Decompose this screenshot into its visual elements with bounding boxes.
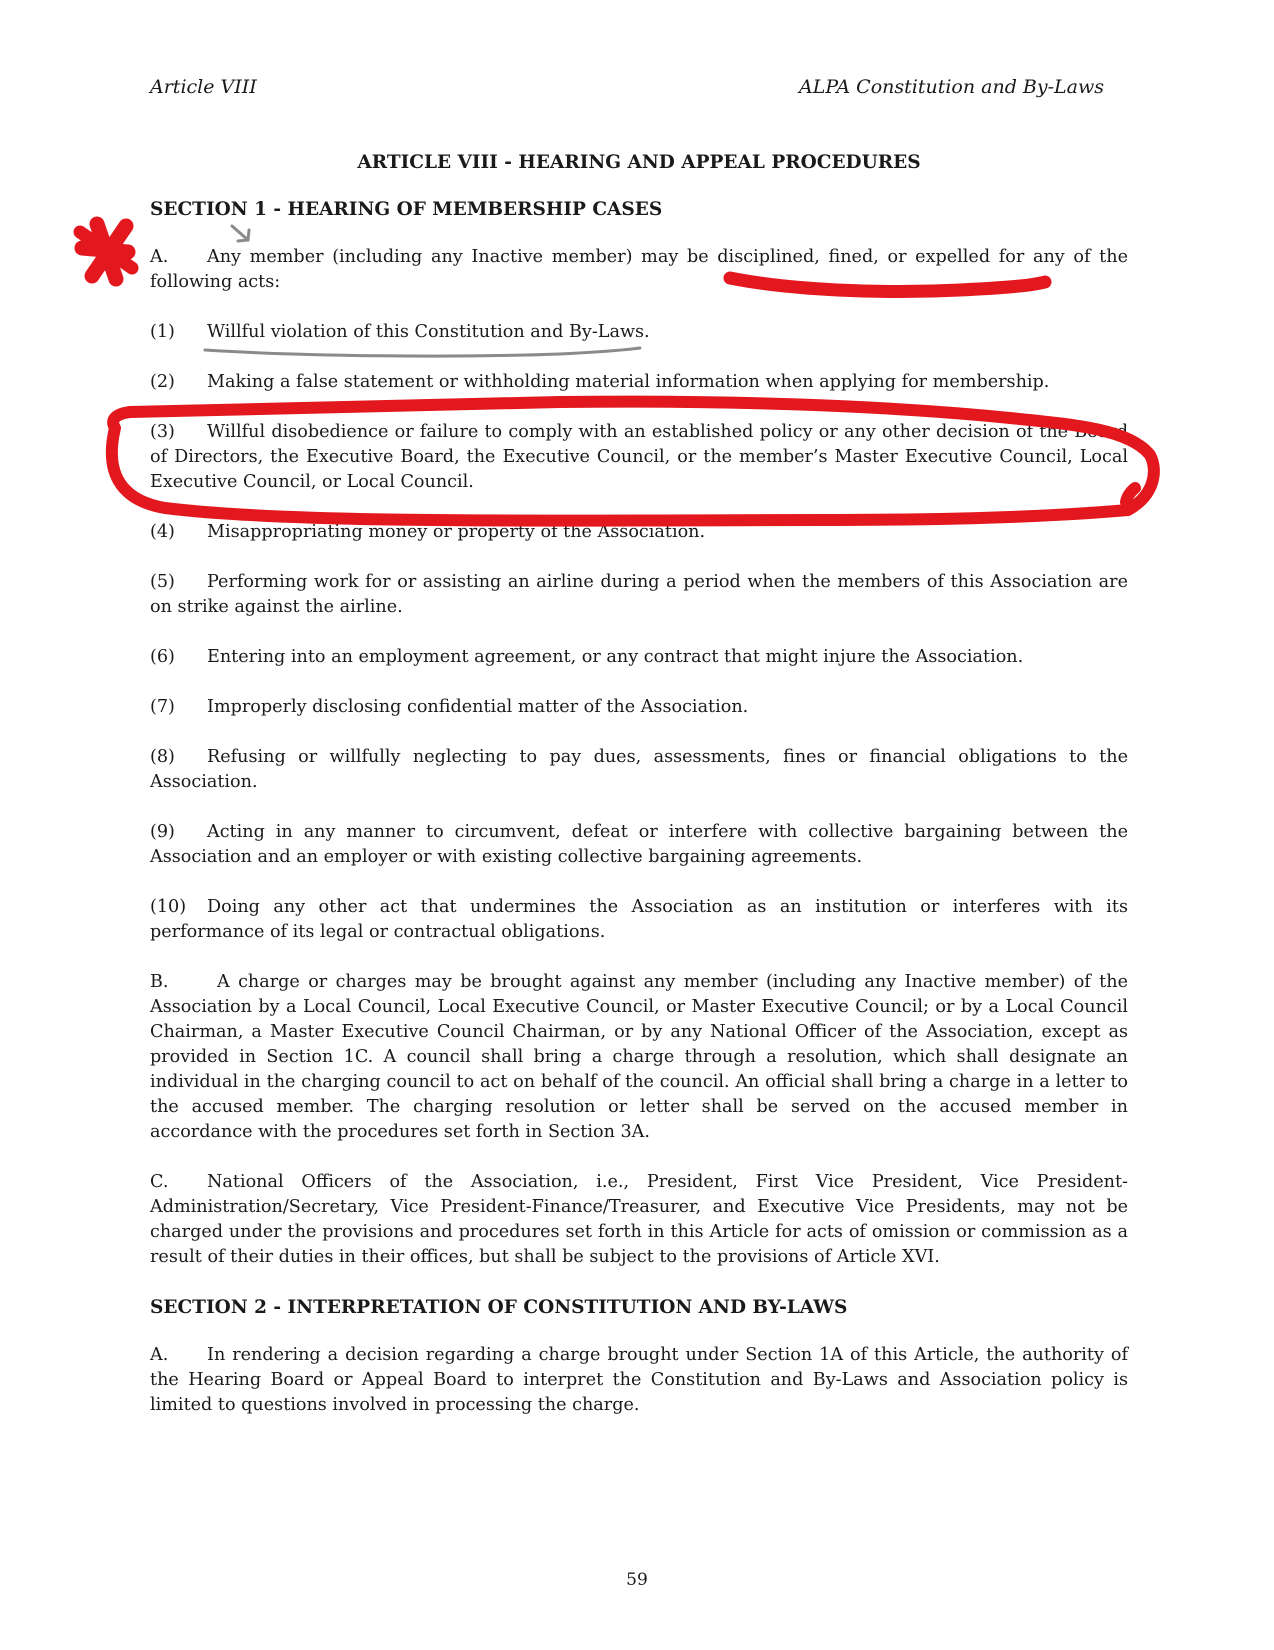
list-item-3 bbox=[150, 420, 1128, 495]
paragraph-label: B. bbox=[150, 972, 169, 992]
red-asterisk-icon bbox=[80, 224, 132, 279]
paragraph-text: In rendering a decision regarding a charge brought under Section 1A of this Article, the authority of the Hearing Board or Appeal Board to interpret the Constitution and By-Laws and Association policy is limited to questions involved in processing the charge. bbox=[150, 1345, 1128, 1415]
paragraph-label: C. bbox=[150, 1172, 169, 1192]
item-text: Improperly disclosing confidential matter of the Association. bbox=[207, 697, 749, 717]
item-text: Misappropriating money or property of the Association. bbox=[207, 522, 706, 542]
paragraph-1b bbox=[150, 970, 1128, 1145]
list-item-6 bbox=[150, 645, 1128, 670]
asterisk-stroke bbox=[97, 224, 116, 279]
item-text: Performing work for or assisting an airline during a period when the members of this Association are on strike against the airline. bbox=[150, 572, 1128, 617]
item-number: (9) bbox=[150, 822, 175, 842]
item-number: (7) bbox=[150, 697, 175, 717]
paragraph-1c bbox=[150, 1170, 1128, 1270]
paragraph-text: Any member (including any Inactive member) may be disciplined, fined, or expelled for any of the following acts: bbox=[150, 247, 1128, 292]
list-item-7 bbox=[150, 695, 1128, 720]
running-header-left: Article VIII bbox=[150, 76, 257, 98]
running-header-right: ALPA Constitution and By-Laws bbox=[799, 76, 1104, 98]
paragraph-label: A. bbox=[150, 247, 169, 267]
item-number: (5) bbox=[150, 572, 175, 592]
list-item-9 bbox=[150, 820, 1128, 870]
item-number: (2) bbox=[150, 372, 175, 392]
asterisk-stroke bbox=[80, 232, 132, 268]
item-text: Doing any other act that undermines the Association as an institution or interferes with its performance of its legal or contractual obligations. bbox=[150, 897, 1128, 942]
item-text: Making a false statement or withholding material information when applying for membership. bbox=[207, 372, 1050, 392]
page-body bbox=[150, 150, 1128, 1443]
section-2-heading: SECTION 2 - INTERPRETATION OF CONSTITUTION AND BY-LAWS bbox=[150, 1297, 848, 1318]
paragraph-2a bbox=[150, 1343, 1128, 1418]
item-number: (6) bbox=[150, 647, 175, 667]
item-number: (10) bbox=[150, 897, 187, 917]
paragraph-1a bbox=[150, 245, 1128, 295]
item-number: (1) bbox=[150, 322, 175, 342]
paragraph-text: A charge or charges may be brought against any member (including any Inactive member) of the Association by a Local Council, Local Executive Council, or Master Executive Council; or by a Local Council Chairman, a Master Executive Council Chairman, or by any National Officer of the Association, except as provided in Section 1C. A council shall bring a charge through a resolution, which shall designate an individual in the charging council to act on behalf of the council. An official shall bring a charge in a letter to the accused member. The charging resolution or letter shall be served on the accused member in accordance with the procedures set forth in Section 3A. bbox=[150, 972, 1128, 1142]
list-item-1 bbox=[150, 320, 1128, 345]
item-number: (3) bbox=[150, 422, 175, 442]
list-item-2 bbox=[150, 370, 1128, 395]
article-title: ARTICLE VIII - HEARING AND APPEAL PROCEDURES bbox=[357, 152, 921, 173]
item-text: Willful disobedience or failure to comply with an established policy or any other decision of the Board of Directors, the Executive Board, the Executive Council, or the member’s Master Executive Council, Local Executive Council, or Local Council. bbox=[150, 422, 1128, 492]
item-text: Refusing or willfully neglecting to pay dues, assessments, fines or financial obligations to the Association. bbox=[150, 747, 1128, 792]
item-text: Acting in any manner to circumvent, defeat or interfere with collective bargaining between the Association and an employer or with existing collective bargaining agreements. bbox=[150, 822, 1128, 867]
page-number: 59 bbox=[626, 1570, 648, 1590]
list-item-5 bbox=[150, 570, 1128, 620]
asterisk-stroke bbox=[82, 248, 128, 252]
item-text: Willful violation of this Constitution and By-Laws. bbox=[207, 322, 650, 342]
section-1-heading: SECTION 1 - HEARING OF MEMBERSHIP CASES bbox=[150, 199, 663, 220]
item-number: (8) bbox=[150, 747, 175, 767]
list-item-4 bbox=[150, 520, 1128, 545]
paragraph-text: National Officers of the Association, i.e., President, First Vice President, Vice President-Administration/Secretary, Vice President-Finance/Treasurer, and Executive Vice Presidents, may not be charged under the provisions and procedures set forth in this Article for acts of omission or commission as a result of their duties in their offices, but shall be subject to the provisions of Article XVI. bbox=[150, 1172, 1128, 1267]
asterisk-stroke bbox=[92, 226, 126, 276]
list-item-10 bbox=[150, 895, 1128, 945]
paragraph-label: A. bbox=[150, 1345, 169, 1365]
list-item-8 bbox=[150, 745, 1128, 795]
item-number: (4) bbox=[150, 522, 175, 542]
item-text: Entering into an employment agreement, or any contract that might injure the Association. bbox=[207, 647, 1024, 667]
